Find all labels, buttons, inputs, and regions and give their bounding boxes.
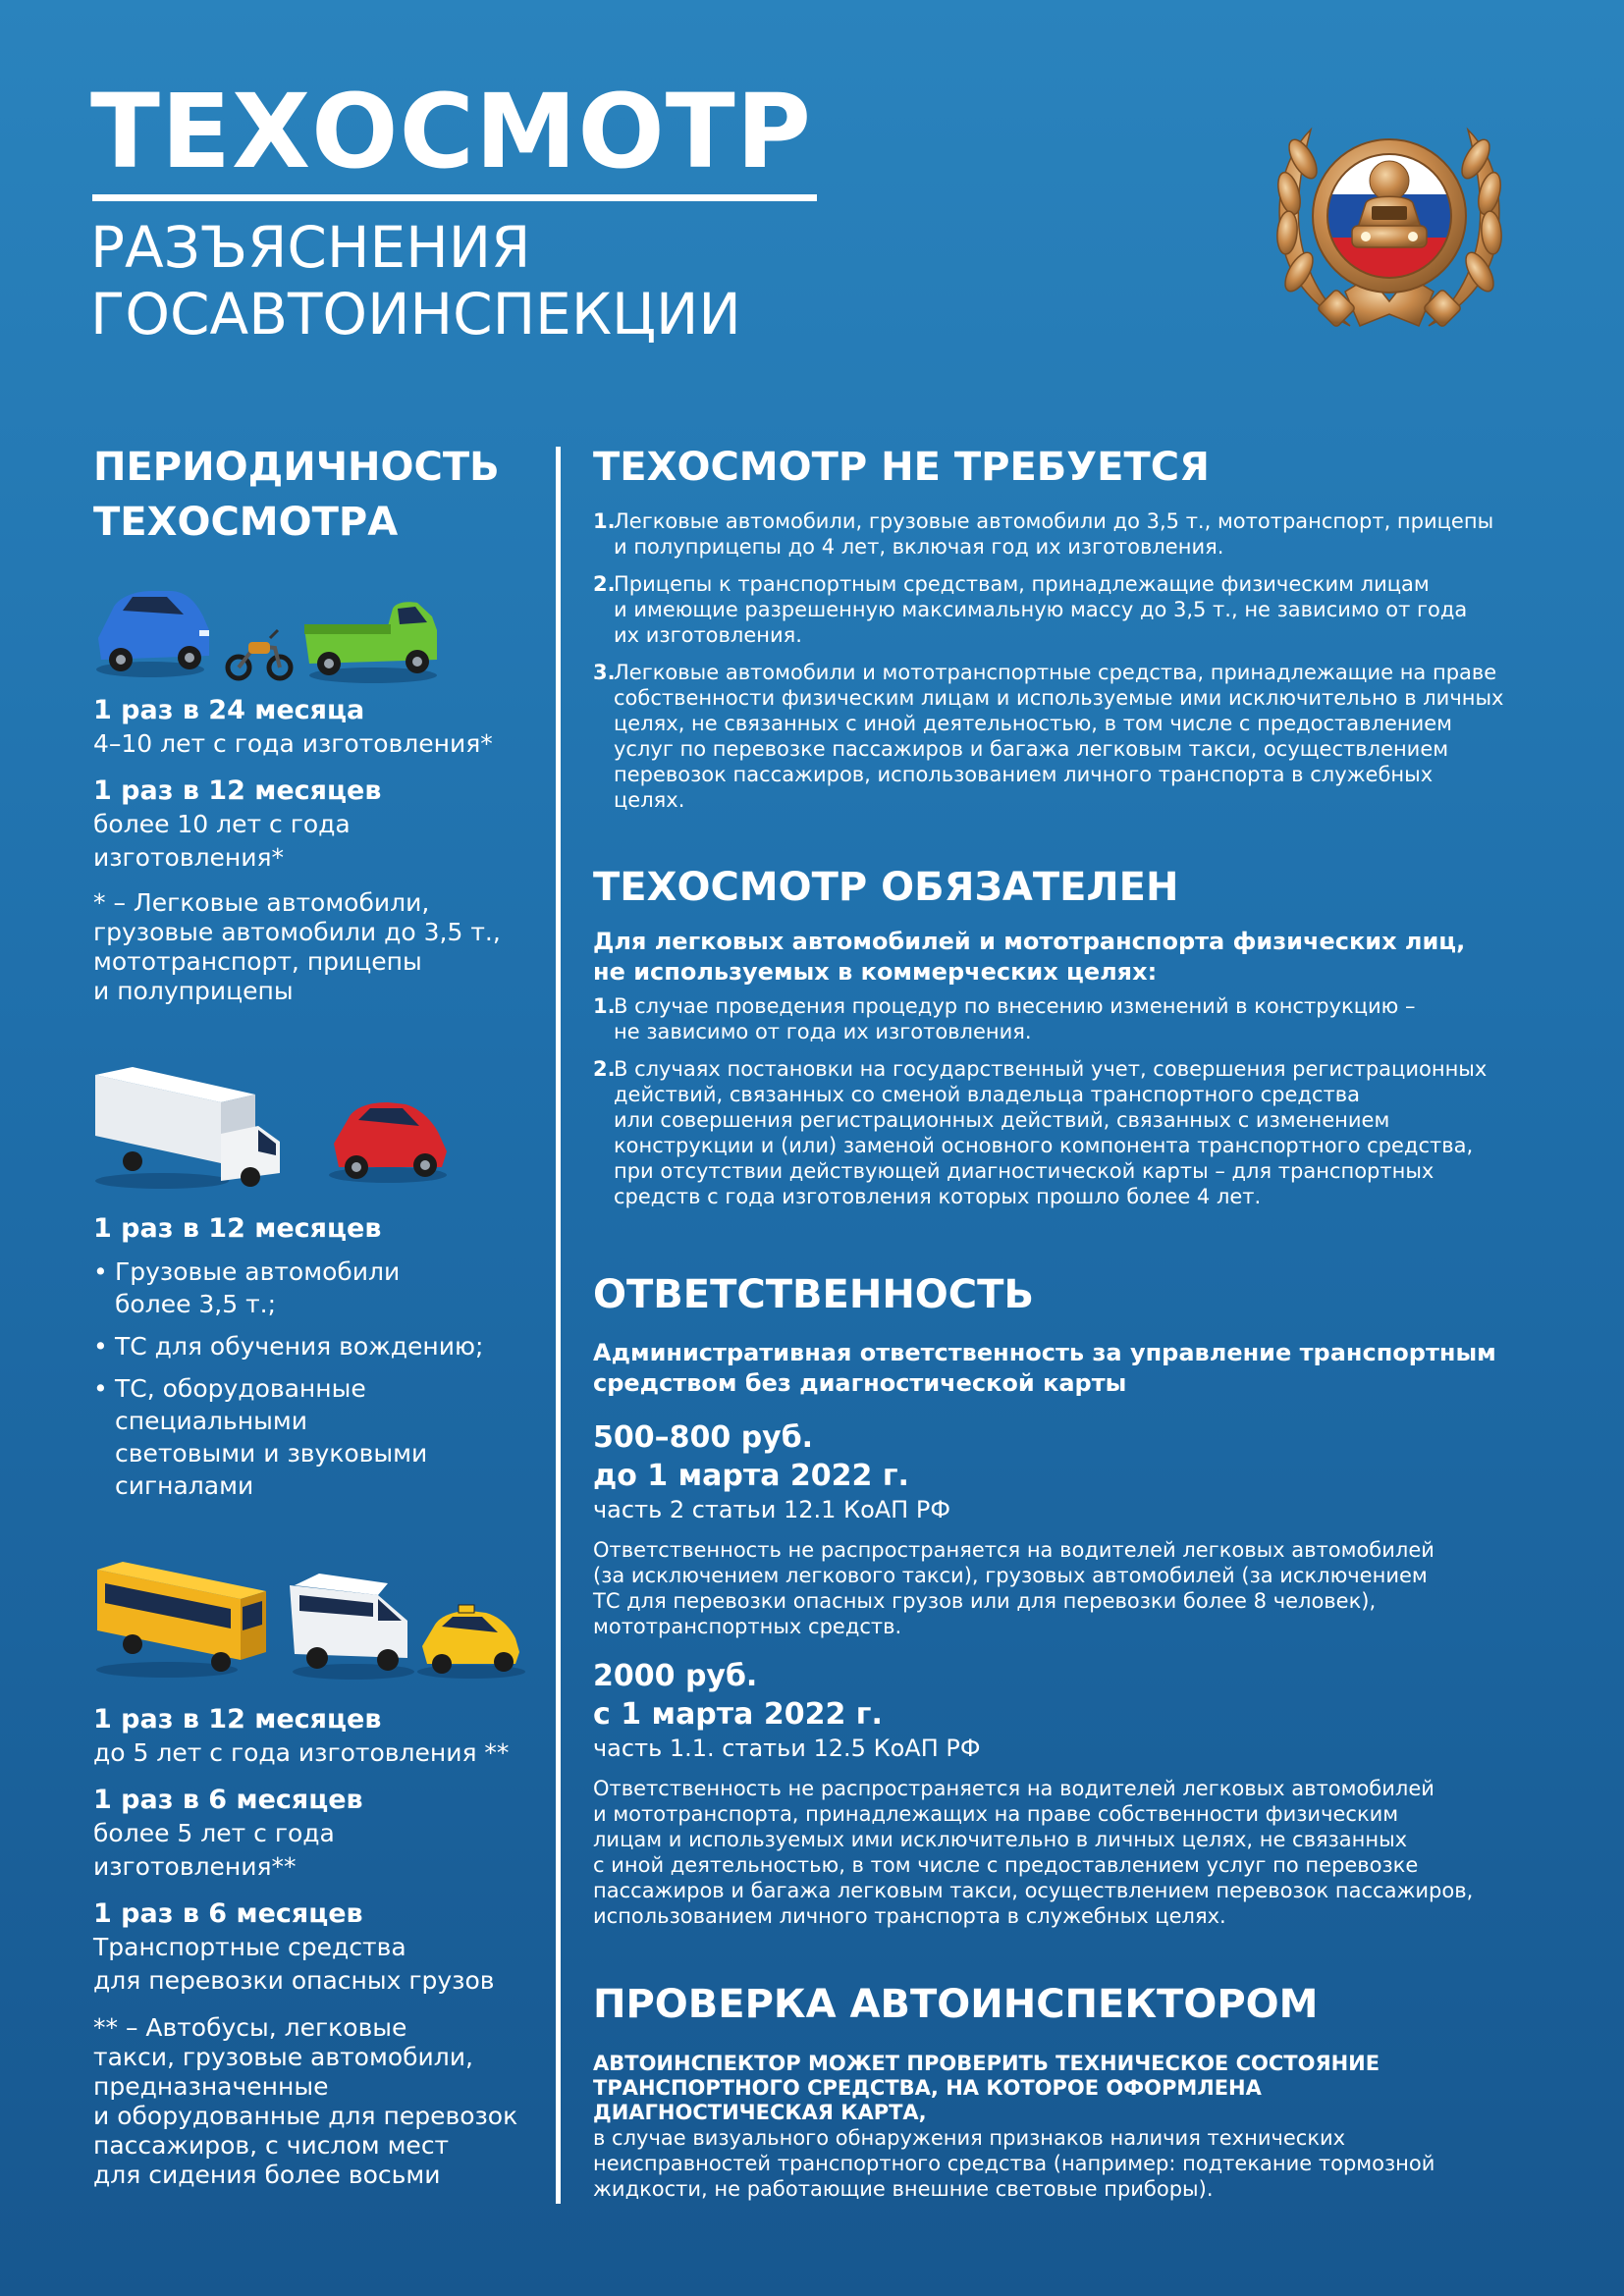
fine-date: с 1 марта 2022 г. [593,1697,883,1732]
fine-date: до 1 марта 2022 г. [593,1459,909,1493]
item-line: и полуприцепы до 4 лет, включая год их изготовления. [614,535,1224,559]
footnote: пассажиров, с числом мест [93,2131,450,2160]
footnote: и оборудованные для перевозок [93,2102,518,2130]
list-item [593,993,1575,1044]
item-number: 1. [593,994,616,1018]
item-line: их изготовления. [614,623,802,647]
section-title: ОТВЕТСТВЕННОСТЬ [593,1272,1034,1317]
rule-condition: Транспортные средства [93,1933,406,1961]
list-item [93,1330,545,1362]
rule-frequency: 1 раз в 6 месяцев [93,1898,363,1929]
periodicity-section [93,440,545,550]
not-required-section [593,444,1575,813]
footnote: грузовые автомобили до 3,5 т., [93,918,501,946]
item-line: действий, связанных со сменой владельца транспортного средства [614,1083,1360,1106]
bullet-line: специальными [115,1407,307,1435]
bullet-line: • ТС для обучения вождению; [115,1332,484,1361]
footnote: и полуприцепы [93,977,294,1005]
rule-condition: изготовления* [93,843,285,872]
footnote: для сидения более восьми [93,2161,441,2189]
fine-note-line: ТС для перевозки опасных грузов или для перевозки более 8 человек), [593,1589,1377,1613]
item-line: В случае проведения процедур по внесению изменений в конструкцию – [614,994,1416,1018]
item-line: перевозок пассажиров, использованием личного транспорта в служебных [614,763,1434,786]
rule-condition: 4–10 лет с года изготовления* [93,729,493,758]
item-line: Легковые автомобили, грузовые автомобили до 3,5 т., мототранспорт, прицепы [614,509,1494,533]
liability-section [593,1271,1575,1929]
rule-frequency: 1 раз в 24 месяца [93,695,365,725]
section-title: ТЕХОСМОТР ОБЯЗАТЕЛЕН [593,865,1179,910]
item-line: Прицепы к транспортным средствам, принадлежащие физическим лицам [614,572,1430,596]
list-item [593,571,1575,648]
group3-rules [93,1703,545,2190]
fine-amount: 500–800 руб. [593,1420,814,1455]
column-divider [556,447,561,2204]
fine-law-reference: часть 1.1. статьи 12.5 КоАП РФ [593,1735,981,1762]
item-line: целях. [614,788,685,812]
item-line: не зависимо от года их изготовления. [614,1020,1032,1043]
footnote: * – Легковые автомобили, [93,888,430,917]
fine-note-line: Ответственность не распространяется на водителей легковых автомобилей [593,1538,1435,1562]
title-underline [92,194,817,201]
required-section [593,864,1575,1209]
section-lead: средством без диагностической карты [593,1369,1127,1397]
item-line: целях, не связанных с иной деятельностью, в том числе с предоставлением [614,712,1453,735]
inspection-caps-line: ДИАГНОСТИЧЕСКАЯ КАРТА, [593,2101,927,2124]
periodicity-title [93,440,545,550]
inspection-text-line: неисправностей транспортного средства (например: подтекание тормозной [593,2152,1435,2175]
rule-frequency: 1 раз в 12 месяцев [93,1704,382,1735]
fine-amount: 2000 руб. [593,1659,758,1693]
footnote: такси, грузовые автомобили, [93,2043,473,2071]
rule-frequency: 1 раз в 12 месяцев [93,1213,382,1244]
group1-vehicles [93,569,545,687]
yellow-bus-icon [96,1562,266,1678]
subtitle-line: РАЗЪЯСНЕНИЯ [90,214,531,281]
group2-rules [93,1212,545,1512]
section-lead: Для легковых автомобилей и мототранспорта физических лиц, [593,928,1466,955]
fine-note-line: лицам и используемых ими исключительно в личных целях, не связанных [593,1828,1408,1851]
item-line: Легковые автомобили и мототранспортные средства, принадлежащие на праве [614,661,1497,684]
subtitle-line: ГОСАВТОИНСПЕКЦИИ [90,281,741,347]
traffic-police-emblem-icon [1242,90,1537,355]
title-line: ТЕХОСМОТРА [93,500,399,545]
footnote: ** – Автобусы, легковые [93,2013,407,2042]
list-item [93,1372,545,1502]
inspection-text-line: жидкости, не работающие внешние световые приборы). [593,2177,1214,2201]
item-number: 1. [593,509,616,533]
section-lead: Административная ответственность за управление транспортным [593,1339,1496,1366]
red-car-icon [329,1102,447,1183]
item-line: конструкции и (или) заменой основного компонента транспортного средства, [614,1134,1474,1157]
fine-note-line: Ответственность не распространяется на водителей легковых автомобилей [593,1777,1435,1800]
white-van-icon [290,1574,414,1680]
page-subtitle [90,214,741,347]
fine-note-line: и мототранспорта, принадлежащих на праве собственности физическим [593,1802,1399,1826]
item-line: при отсутствии действующей диагностической карты – для транспортных [614,1159,1435,1183]
fine-note-line: мототранспортных средств. [593,1615,902,1638]
page-title: ТЕХОСМОТР [90,72,812,191]
rule-condition: для перевозки опасных грузов [93,1966,495,1995]
rule-condition: более 5 лет с года [93,1819,335,1847]
group2-vehicles [93,1065,545,1193]
section-title: ПРОВЕРКА АВТОИНСПЕКТОРОМ [593,1982,1319,2027]
white-truck-icon [95,1067,280,1189]
rule-condition: изготовления** [93,1852,297,1881]
bullet-line: сигналами [115,1471,254,1500]
item-line: и имеющие разрешенную максимальную массу до 3,5 т., не зависимо от года [614,598,1468,621]
footnote: предназначенные [93,2072,329,2101]
list-item [593,508,1575,560]
item-number: 2. [593,572,616,596]
list-item [593,660,1575,813]
fine-note-line: использованием личного транспорта в служебных целях. [593,1904,1226,1928]
taxi-icon [417,1605,525,1679]
bullet-line: более 3,5 т.; [115,1290,277,1318]
rule-condition: до 5 лет с года изготовления ** [93,1738,510,1767]
rule-condition: более 10 лет с года [93,810,351,838]
group1-rules [93,694,545,1006]
inspection-text-line: в случае визуального обнаружения признаков наличия технических [593,2126,1346,2150]
fine-note-line: с иной деятельностью, в том числе с предоставлением услуг по перевозке [593,1853,1419,1877]
item-number: 3. [593,661,616,684]
footnote: мототранспорт, прицепы [93,947,422,976]
inspection-section [593,1981,1575,2202]
inspection-caps-line: АВТОИНСПЕКТОР МОЖЕТ ПРОВЕРИТЬ ТЕХНИЧЕСКОЕ СОСТОЯНИЕ [593,2052,1380,2075]
section-lead: не используемых в коммерческих целях: [593,958,1158,986]
fine-law-reference: часть 2 статьи 12.1 КоАП РФ [593,1496,950,1523]
rule-frequency: 1 раз в 12 месяцев [93,775,382,806]
bullet-line: световыми и звуковыми [115,1439,428,1468]
green-pickup-icon [304,602,437,683]
inspection-caps-line: ТРАНСПОРТНОГО СРЕДСТВА, НА КОТОРОЕ ОФОРМЛЕНА [593,2076,1262,2100]
item-line: В случаях постановки на государственный учет, совершения регистрационных [614,1057,1488,1081]
item-line: собственности физическим лицам и используемые ими исключительно в личных [614,686,1504,710]
list-item [93,1255,545,1320]
group3-vehicles [93,1556,545,1683]
item-number: 2. [593,1057,616,1081]
bullet-line: • ТС, оборудованные [115,1374,366,1403]
rule-frequency: 1 раз в 6 месяцев [93,1785,363,1815]
title-line: ПЕРИОДИЧНОСТЬ [93,445,500,490]
blue-car-icon [96,591,209,677]
motorcycle-icon [228,630,291,678]
fine-note-line: (за исключением легкового такси), грузовых автомобилей (за исключением [593,1564,1428,1587]
bullet-line: • Грузовые автомобили [115,1257,401,1286]
list-item [593,1056,1575,1209]
section-title: ТЕХОСМОТР НЕ ТРЕБУЕТСЯ [593,445,1210,490]
item-line: средств с года изготовления которых прошло более 4 лет. [614,1185,1262,1208]
fine-note-line: пассажиров и багажа легковым такси, осуществлением перевозок пассажиров, [593,1879,1474,1902]
item-line: услуг по перевозке пассажиров и багажа легковым такси, осуществлением [614,737,1449,761]
item-line: или совершения регистрационных действий, связанных с изменением [614,1108,1390,1132]
